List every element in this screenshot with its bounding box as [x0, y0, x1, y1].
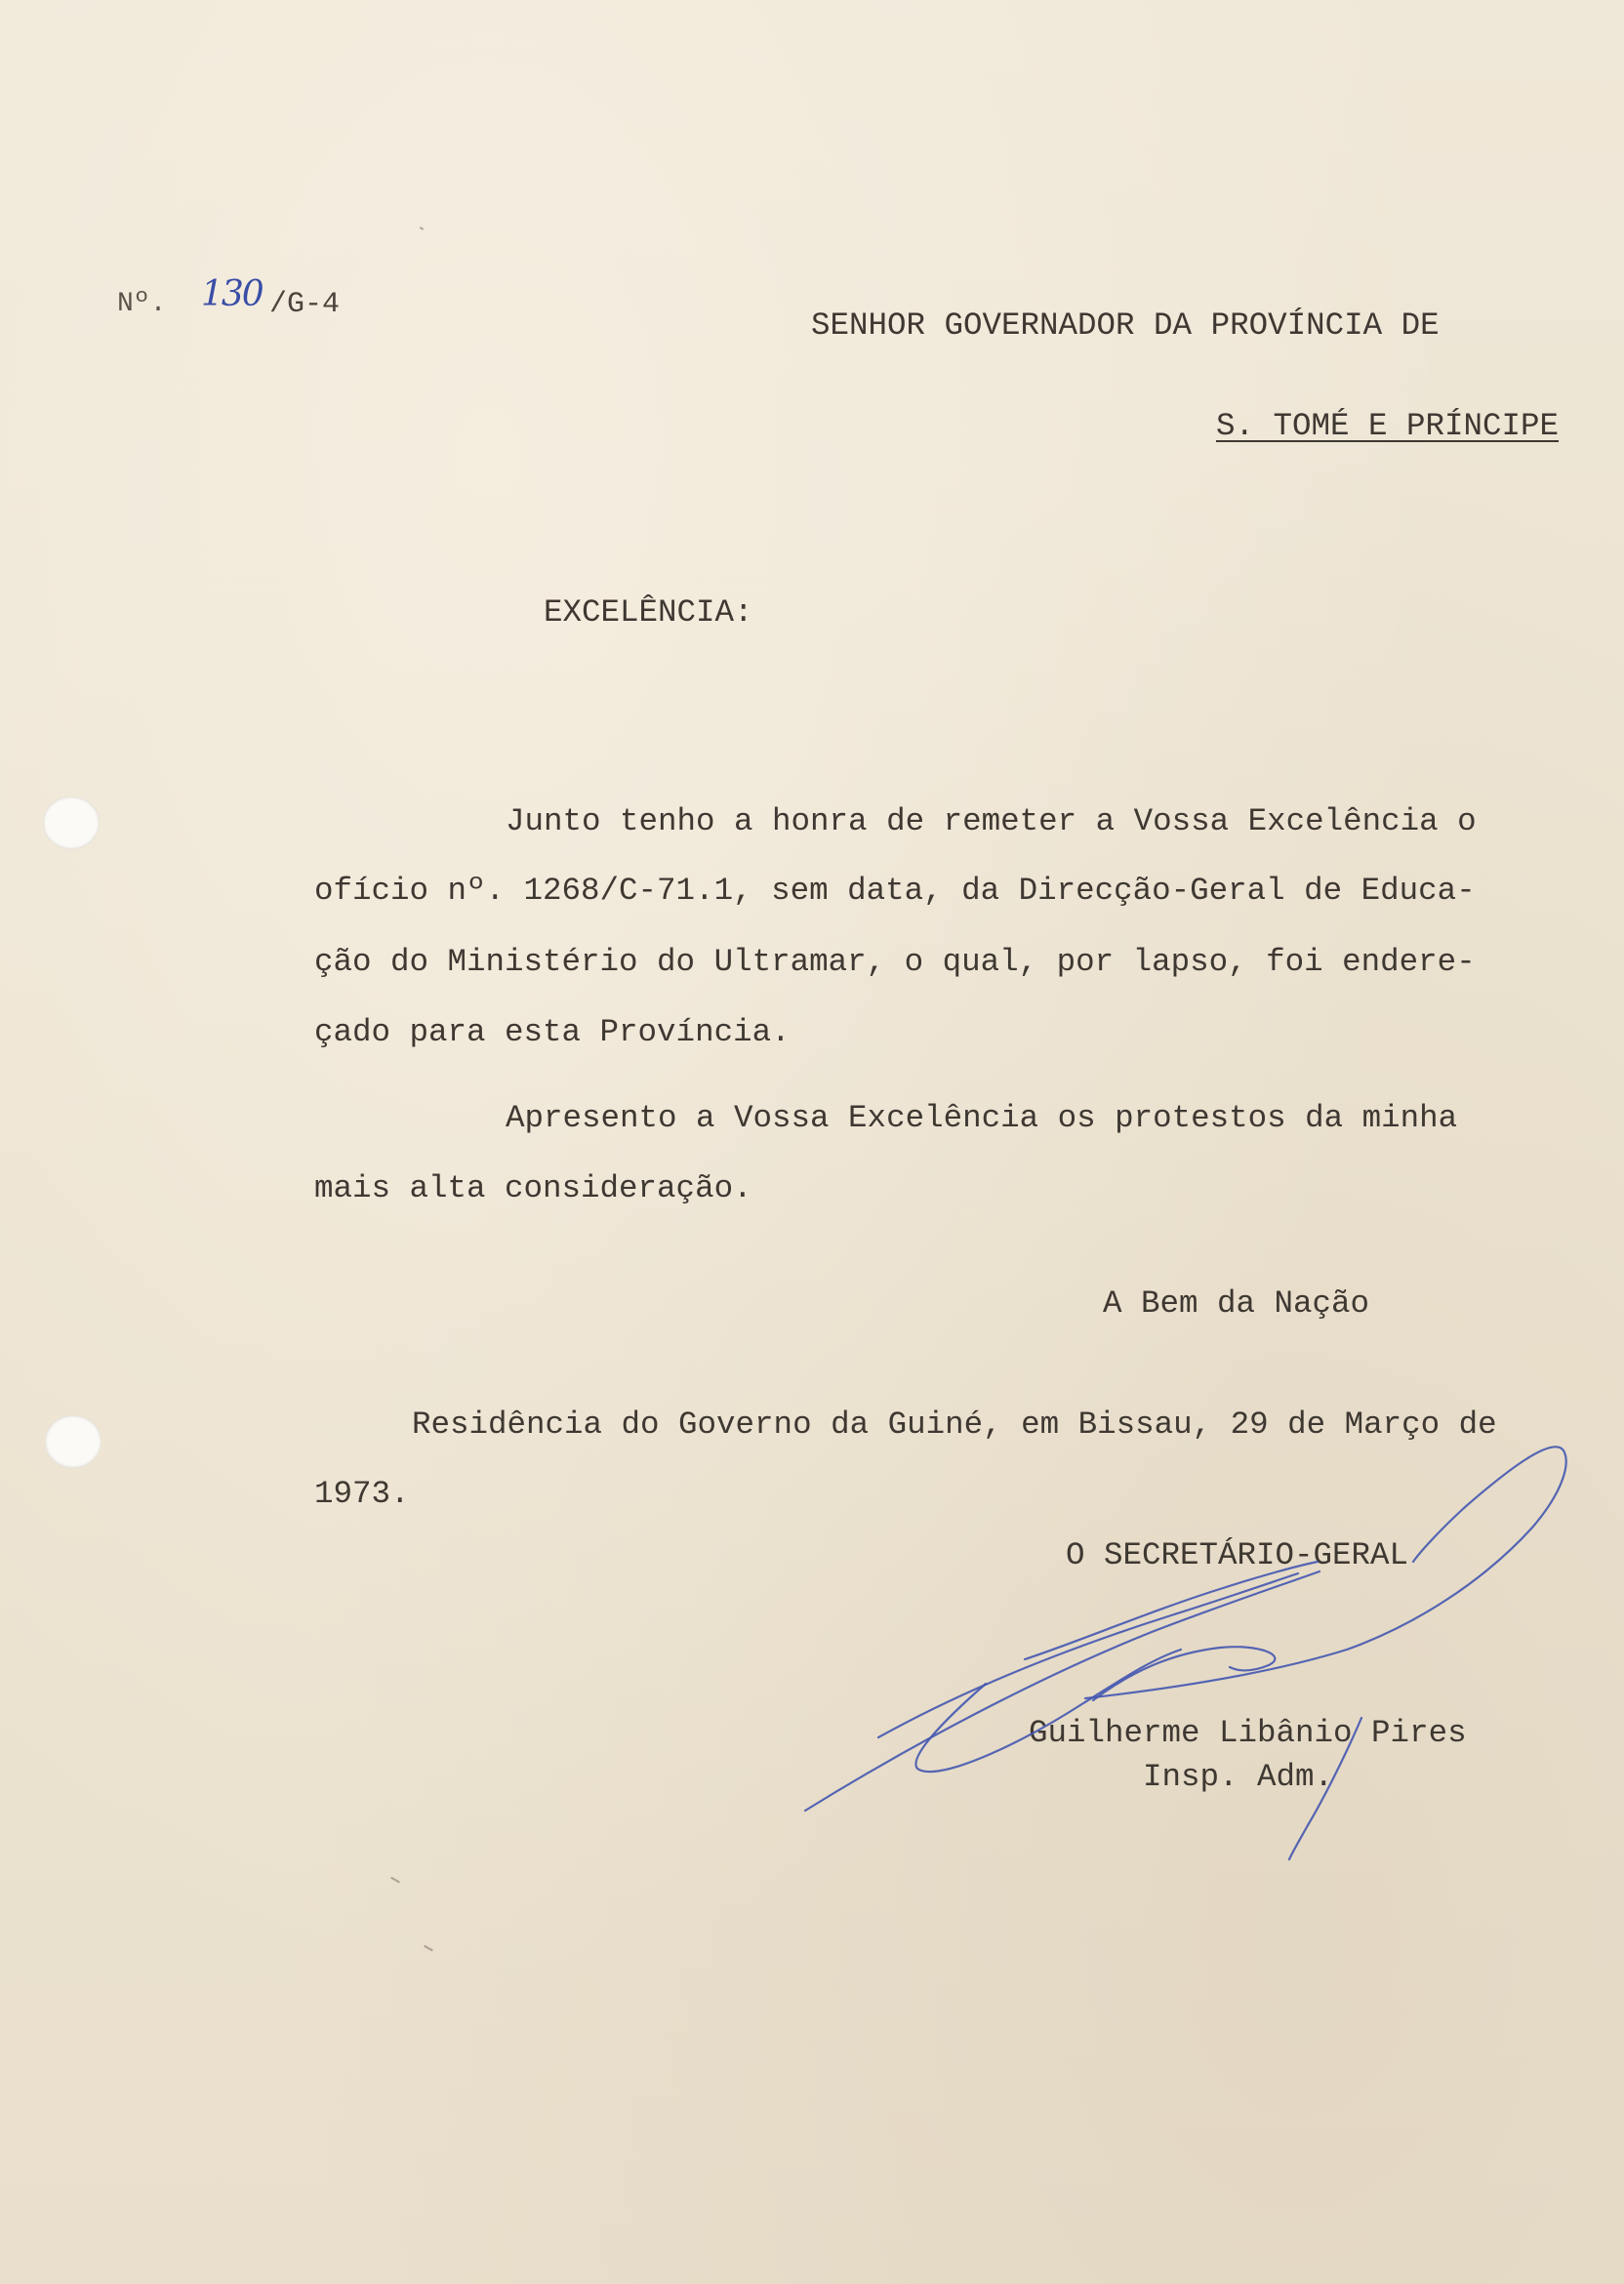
signature-stroke [878, 1573, 1298, 1737]
signature-stroke [915, 1650, 1181, 1772]
signatory-title: O SECRETÁRIO-GERAL [1066, 1537, 1409, 1573]
reference-prefix: Nº. [117, 289, 167, 319]
punch-hole [43, 796, 100, 849]
signature-stroke [1093, 1647, 1275, 1700]
body-line: mais alta consideração. [314, 1170, 752, 1206]
paper-speck [424, 1945, 433, 1952]
closing-formula: A Bem da Nação [1103, 1285, 1370, 1322]
body-line: Junto tenho a honra de remeter a Vossa Excelência o [506, 803, 1477, 839]
body-line: Apresento a Vossa Excelência os protestos da minha [506, 1100, 1458, 1136]
body-line: çado para esta Província. [314, 1014, 791, 1050]
place-date-line: Residência do Governo da Guiné, em Bissau, 29 de Março de [412, 1407, 1497, 1443]
addressee-line-1: SENHOR GOVERNADOR DA PROVÍNCIA DE [811, 307, 1440, 344]
body-line: ção do Ministério do Ultramar, o qual, por lapso, foi endere- [314, 944, 1476, 980]
reference-suffix: /G-4 [269, 288, 341, 321]
addressee-line-2: S. TOMÉ E PRÍNCIPE [1216, 408, 1560, 444]
body-line: ofício nº. 1268/C-71.1, sem data, da Direcção-Geral de Educa- [314, 873, 1476, 909]
signatory-role: Insp. Adm. [1143, 1759, 1334, 1795]
signature-stroke [1025, 1562, 1318, 1659]
punch-hole [45, 1415, 102, 1468]
paper-speck [420, 226, 424, 230]
signatory-name: Guilherme Libânio Pires [1029, 1715, 1467, 1751]
place-date-line: 1973. [314, 1476, 410, 1512]
salutation: EXCELÊNCIA: [544, 594, 753, 631]
paper-speck [390, 1877, 400, 1884]
reference-number-handwritten: 130 [201, 274, 263, 314]
